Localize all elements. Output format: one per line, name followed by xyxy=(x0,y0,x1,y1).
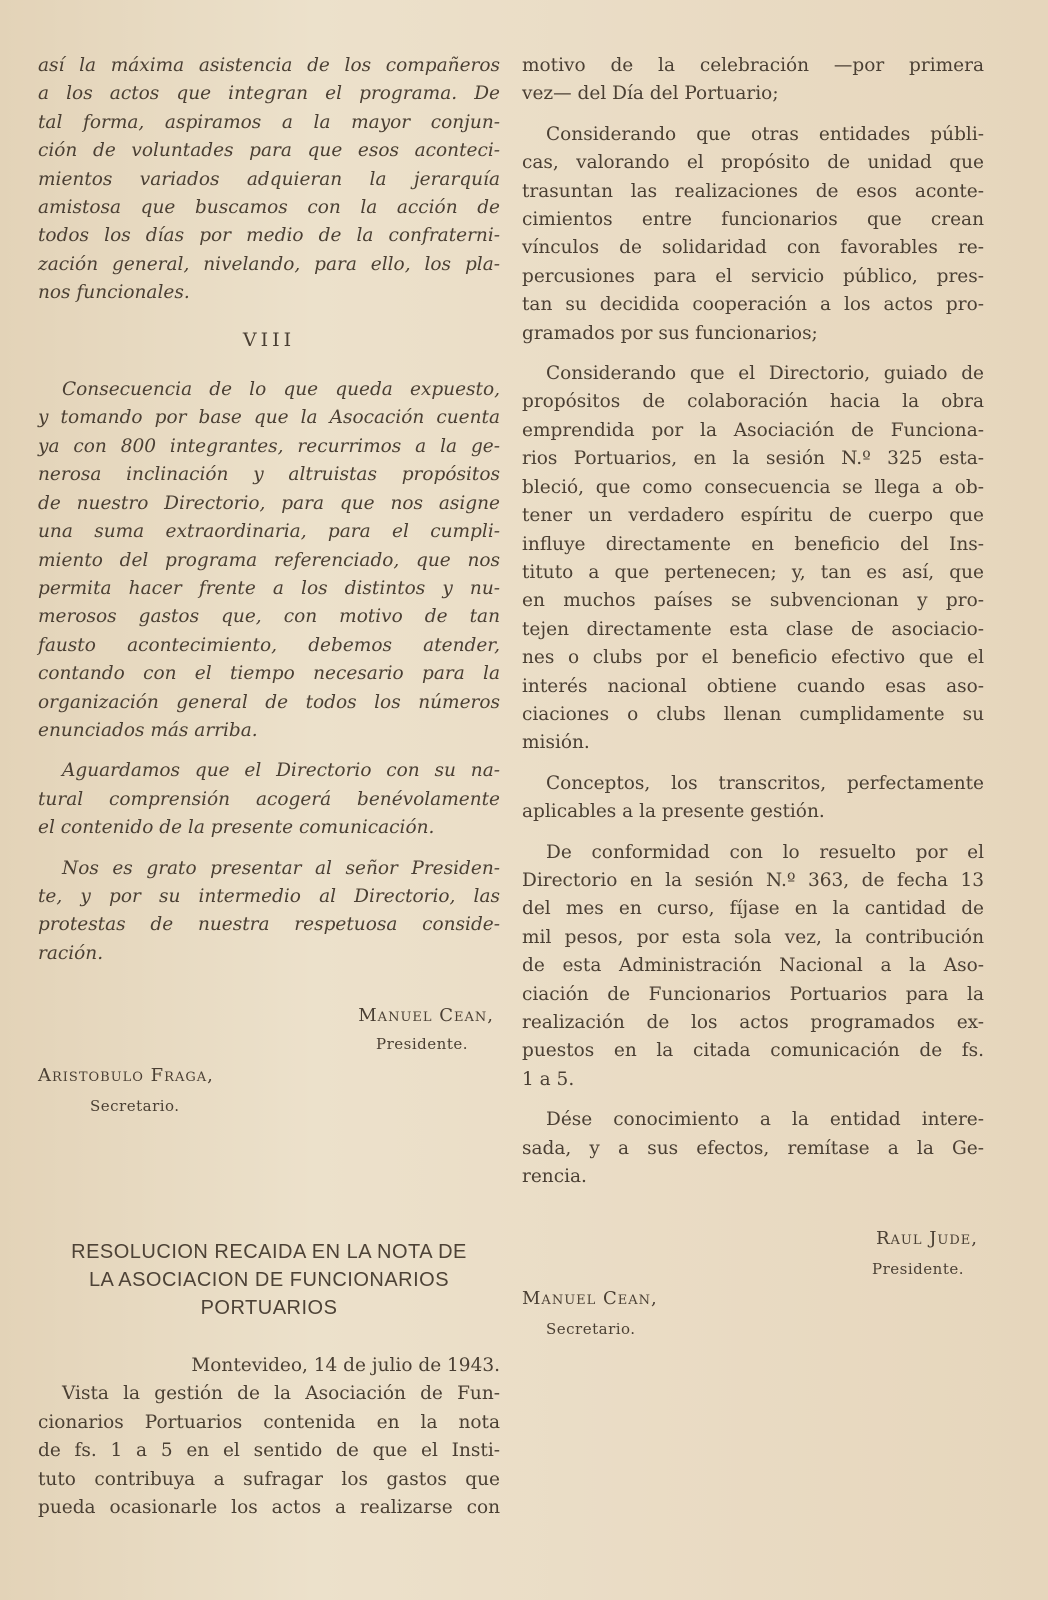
signature-name: Manuel Cean, xyxy=(522,1288,658,1310)
text-line: el contenido de la presente comunicación. xyxy=(38,817,435,839)
text-line: permita hacer frente a los distintos y nu- xyxy=(38,577,500,599)
text-line: percusiones para el servicio público, pres- xyxy=(522,265,984,287)
text-line: tituto a que pertenecen; y, tan es así, que xyxy=(522,561,984,583)
paragraph xyxy=(38,52,500,308)
text-line: amistosa que buscamos con la acción de xyxy=(38,197,500,219)
text-line: influye directamente en beneficio del Ins- xyxy=(522,533,984,555)
text-line: en muchos países se subvencionan y pro- xyxy=(522,590,984,612)
text-line: interés nacional obtiene cuando esas aso- xyxy=(522,675,984,697)
signature-role: Presidente. xyxy=(376,1035,468,1054)
text-line: nerosa inclinación y altruistas propósitos xyxy=(38,464,500,486)
text-line: De conformidad con lo resuelto por el xyxy=(546,841,984,863)
text-line: de fs. 1 a 5 en el sentido de que el Insti- xyxy=(38,1440,500,1462)
signatures xyxy=(38,980,500,1140)
text-line: y tomando por base que la Asocación cuenta xyxy=(38,407,500,429)
text-line: así la máxima asistencia de los compañeros xyxy=(38,55,500,76)
text-line: tural comprensión acogerá benévolamente xyxy=(38,788,500,810)
text-line: ción de voluntades para que esos aconteci- xyxy=(38,140,500,162)
paragraph xyxy=(38,1380,500,1522)
signature-name: Aristobulo Fraga, xyxy=(38,1065,214,1087)
title-line: PORTUARIOS xyxy=(200,1297,338,1319)
text-line: emprendida por la Asociación de Funciona- xyxy=(522,419,984,441)
text-line: nes o clubs por el beneficio efectivo que el xyxy=(522,647,984,669)
text-line: tejen directamente esta clase de asociacio- xyxy=(522,618,984,640)
text-line: mientos variados adquieran la jerarquía xyxy=(38,168,500,190)
text-line: tal forma, aspiramos a la mayor conjun- xyxy=(38,111,500,133)
paragraph xyxy=(522,839,984,1095)
paragraph xyxy=(522,1106,984,1191)
text-line: fausto acontecimiento, debemos atender, xyxy=(38,634,500,656)
text-line: rios Portuarios, en la sesión N.º 325 esta- xyxy=(522,448,984,470)
text-line: pueda ocasionarle los actos a realizarse con xyxy=(38,1497,500,1519)
paragraph xyxy=(38,855,500,969)
text-line: del mes en curso, fíjase en la cantidad de xyxy=(522,898,984,920)
text-line: merosos gastos que, con motivo de tan xyxy=(38,606,500,628)
signature-role: Secretario. xyxy=(546,1320,636,1339)
text-line: misión. xyxy=(522,732,590,754)
text-line: enunciados más arriba. xyxy=(38,719,258,741)
text-line: cas, valorando el propósito de unidad que xyxy=(522,152,984,174)
text-line: nos funcionales. xyxy=(38,282,190,304)
text-line: puestos en la citada comunicación de fs. xyxy=(522,1040,984,1062)
text-line: Considerando que otras entidades públi- xyxy=(546,123,984,145)
text-line: de nuestro Directorio, para que nos asigne xyxy=(38,492,500,514)
text-line: Considerando que el Directorio, guiado de xyxy=(546,363,984,385)
text-line: motivo de la celebración —por primera xyxy=(522,55,984,76)
text-line: tuto contribuya a sufragar los gastos que xyxy=(38,1468,500,1490)
text-line: rencia. xyxy=(522,1166,587,1188)
text-line: 1 a 5. xyxy=(522,1068,575,1090)
resolution-date: Montevideo, 14 de julio de 1943. xyxy=(191,1355,500,1376)
text-line: tan su decidida cooperación a los actos pro- xyxy=(522,294,984,316)
text-line: ración. xyxy=(38,942,104,964)
text-line: gramados por sus funcionarios; xyxy=(522,322,818,344)
text-line: protestas de nuestra respetuosa conside- xyxy=(38,914,500,936)
signature-name: Manuel Cean, xyxy=(358,1005,494,1027)
paragraph xyxy=(522,770,984,827)
paragraph xyxy=(522,121,984,348)
text-line: miento del programa referenciado, que nos xyxy=(38,549,500,571)
text-line: cimientos entre funcionarios que crean xyxy=(522,209,984,231)
text-line: Nos es grato presentar al señor Presiden- xyxy=(62,857,500,879)
text-line: Directorio en la sesión N.º 363, de fecha 13 xyxy=(522,869,984,891)
text-line: Dése conocimiento a la entidad intere- xyxy=(546,1109,984,1131)
text-line: contando con el tiempo necesario para la xyxy=(38,663,500,685)
text-line: ciación de Funcionarios Portuarios para la xyxy=(522,983,984,1005)
left-column xyxy=(38,52,500,1140)
text-line: sada, y a sus efectos, remítase a la Ge- xyxy=(522,1137,984,1159)
text-line: propósitos de colaboración hacia la obra xyxy=(522,391,984,413)
text-line: mil pesos, por esta sola vez, la contribución xyxy=(522,926,984,948)
paragraph xyxy=(38,376,500,745)
text-line: aplicables a la presente gestión. xyxy=(522,801,825,823)
paragraph xyxy=(522,52,984,109)
text-line: Consecuencia de lo que queda expuesto, xyxy=(62,379,500,401)
text-line: Conceptos, los transcritos, perfectamente xyxy=(546,772,984,794)
text-line: ya con 800 integrantes, recurrimos a la ge- xyxy=(38,435,500,457)
resolution-title xyxy=(38,1238,500,1322)
title-line: RESOLUCION RECAIDA EN LA NOTA DE xyxy=(71,1241,467,1263)
text-line: vínculos de solidaridad con favorables re- xyxy=(522,237,984,259)
right-column xyxy=(522,52,984,1343)
text-line: de esta Administración Nacional a la Aso- xyxy=(522,955,984,977)
section-number: VIII xyxy=(242,328,296,351)
text-line: ciaciones o clubs llenan cumplidamente su xyxy=(522,703,984,725)
paragraph xyxy=(38,757,500,842)
text-line: tener un verdadero espíritu de cuerpo que xyxy=(522,505,984,527)
title-line: LA ASOCIACION DE FUNCIONARIOS xyxy=(88,1269,450,1291)
text-line: cionarios Portuarios contenida en la nota xyxy=(38,1411,500,1433)
text-line: zación general, nivelando, para ello, los pla- xyxy=(38,253,500,275)
text-line: Vista la gestión de la Asociación de Fun- xyxy=(62,1383,500,1405)
signature-name: Raul Jude, xyxy=(875,1228,978,1250)
resolution-body xyxy=(38,1352,500,1534)
text-line: Aguardamos que el Directorio con su na- xyxy=(62,760,500,782)
text-line: realización de los actos programados ex- xyxy=(522,1012,984,1033)
text-line: trasuntan las realizaciones de esos aconte- xyxy=(522,180,984,202)
text-line: una suma extraordinaria, para el cumpli- xyxy=(38,521,500,543)
text-line: bleció, que como consecuencia se llega a ob- xyxy=(522,476,984,498)
text-line: te, y por su intermedio al Directorio, las xyxy=(38,885,500,907)
text-line: vez— del Día del Portuario; xyxy=(522,83,779,105)
text-line: a los actos que integran el programa. De xyxy=(38,83,500,105)
text-line: organización general de todos los números xyxy=(38,691,500,713)
signatures xyxy=(522,1203,984,1343)
signature-role: Presidente. xyxy=(872,1260,964,1279)
signature-role: Secretario. xyxy=(90,1097,180,1116)
paragraph xyxy=(522,360,984,758)
text-line: todos los días por medio de la confraterni- xyxy=(38,225,500,247)
